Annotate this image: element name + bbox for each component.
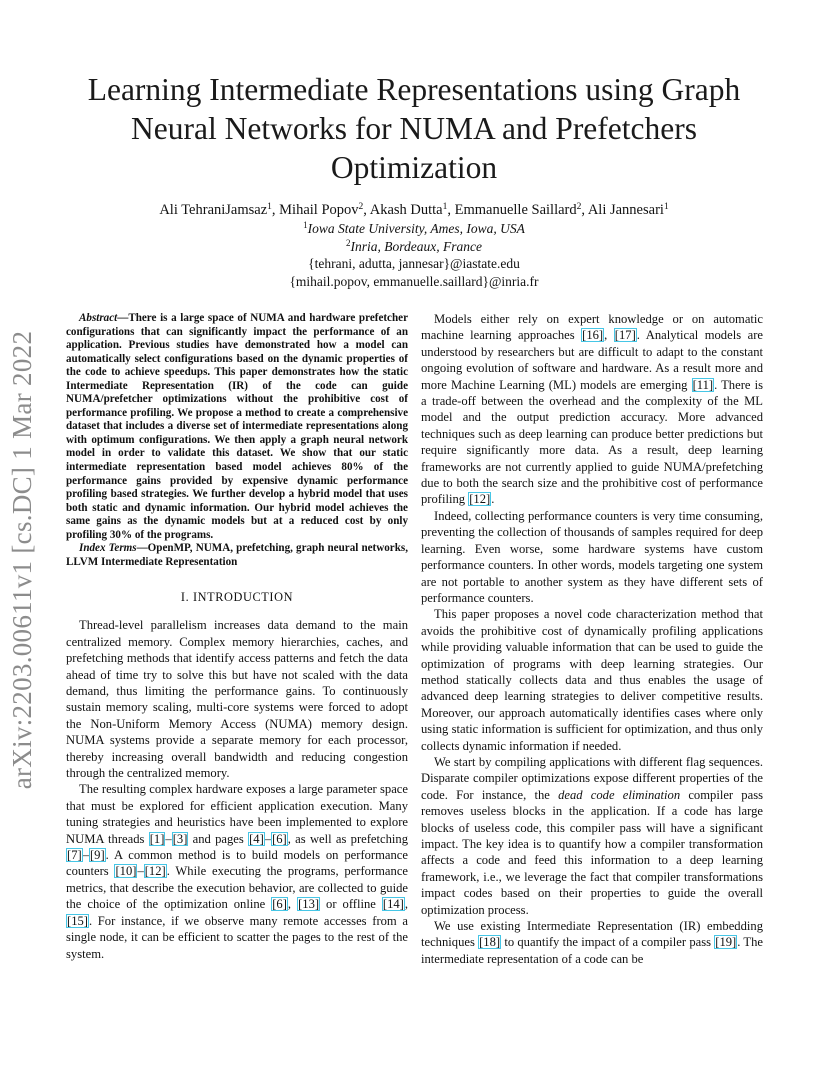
citation-link[interactable]: [19] [715, 935, 737, 950]
index-terms-label: Index Terms [79, 542, 137, 555]
citation-link[interactable]: [13] [298, 897, 320, 912]
affiliation-number: 2 [346, 237, 351, 248]
citation-link[interactable]: [9] [89, 848, 105, 863]
separator: , [363, 202, 370, 218]
emphasized-term: dead code elimination [558, 787, 681, 802]
affiliation-mark: 1 [663, 202, 669, 212]
title-line: Neural Networks for NUMA and Prefetchers [131, 111, 697, 146]
left-column [66, 312, 408, 962]
author-name: Akash Dutta [369, 202, 443, 218]
paragraph: The resulting complex hardware exposes a large parameter space that must be explored for efficient application execution. Many tuning strategies and heuristics have been implemented to explore NUMA threads [1]–[3] and pages [4]–[6], as well as prefetching [7]–[9]. A common method is to build models on performance counters [10]–[12]. While executing the programs, performance metrics, that describe the execution behavior, are collected to guide the choice of the optimization online [6], [13] or offline [14], [15]. For instance, if we observe many remote accesses from a single node, it can be efficient to scatter the pages to the rest of the system. [66, 782, 409, 961]
citation-link[interactable]: [4] [249, 831, 264, 846]
affiliation-line [40, 238, 788, 256]
affiliation-number: 1 [303, 220, 308, 230]
affiliation-mark: 2 [358, 202, 364, 212]
citation-link[interactable]: [3] [172, 831, 188, 846]
separator: , [581, 202, 588, 218]
index-terms [66, 542, 408, 569]
citation-link[interactable]: [18] [479, 935, 501, 950]
author-name: Ali TehraniJamsaz [159, 202, 268, 218]
title-line: Optimization [330, 150, 498, 185]
author-name: Ali Jannesari [587, 202, 664, 218]
abstract-label: Abstract [79, 312, 118, 324]
citation-link[interactable]: [12] [144, 864, 166, 879]
author-list [40, 201, 788, 220]
affiliation-name: Iowa State University, Ames, Iowa, USA [307, 221, 525, 236]
index-terms-body: —OpenMP, NUMA, prefetching, graph neural networks, LLVM Intermediate Representation [66, 542, 408, 568]
affiliation-mark: 1 [442, 202, 448, 212]
email-line: {tehrani, adutta, jannesar}@iastate.edu [308, 256, 520, 271]
email-line: {mihail.popov, emmanuelle.saillard}@inria.fr [289, 273, 539, 289]
paragraph: This paper proposes a novel code characterization method that avoids the prohibitive cost of dynamically profiling applications while providing valuable information that can be used to guide the optimization of programs with deep learning strategies. Our method statically collects data and thus enables the usage of advanced deep learning strategies to deliver competitive results. Moreover, our approach automatically identifies cases where only using static information is sufficient for optimization, and thus only collects dynamic information if needed. [421, 607, 763, 753]
paper-title [50, 70, 778, 187]
citation-link[interactable]: [17] [614, 328, 636, 343]
citation-link[interactable]: [7] [67, 848, 82, 863]
paragraph: Indeed, collecting performance counters is very time consuming, preventing the collection of thousands of samples required for deep learning. Even worse, some hardware systems have custom performance counters. In other words, models targeting one system are not portable to another system as they have different sets of performance counters. [421, 508, 763, 605]
citation-link[interactable]: [14] [382, 897, 404, 912]
citation-link[interactable]: [1] [149, 831, 165, 846]
paragraph: Thread-level parallelism increases data demand to the main centralized memory. Complex memory hierarchies, caches, and prefetching methods that identify access patterns and fetch the data ahead of time try to solve this but have not scaled with the data demand, thus limiting the performance gains. To continuously sustain memory scaling, multi-core systems were forced to adopt the Non-Uniform Memory Access (NUMA) memory design. NUMA systems provide a separate memory for each processor, thereby increasing overall bandwidth and reducing congestion through the centralized memory. [66, 618, 408, 781]
separator: , [447, 202, 455, 218]
paragraph: Models either rely on expert knowledge or on automatic machine learning approaches [16], [17]. Analytical models are understood by researchers but are difficult to adapt to the constant ongoing evolution of software and hardware. As a result more and more Machine Learning (ML) models are emerging [11]. There is a trade-off between the overhead and the complexity of the ML model and the output prediction accuracy. More advanced techniques such as deep learning can produce better predictions but require significantly more data. As a result, deep learning frameworks are not currently applied to guide NUMA/prefetching due to both the search size and the prohibitive cost of performance profiling [12]. [421, 312, 763, 507]
author-name: Mihail Popov [279, 202, 359, 218]
abstract-body: —There is a large space of NUMA and hardware prefetcher configurations that can significantly impact the performance of an application. Previous studies have demonstrated how a model can automatically select configurations based on the dynamic properties of the code to achieve speedups. This paper demonstrates how the static Intermediate Representation (IR) of the code can guide NUMA/prefetcher optimizations without the prohibitive cost of performance profiling. We propose a method to create a comprehensive dataset that includes a diverse set of intermediate representations along with optimum configurations. We then apply a graph neural network model in order to validate this dataset. We show that our static intermediate representation based model achieves 80% of the performance gains provided by expensive dynamic performance profiling based strategies. We further develop a hybrid model that uses both static and dynamic information. Our hybrid model achieves the same gains as the dynamic models but at a reduced cost by only profiling 30% of the programs. [66, 312, 408, 541]
paragraph: We use existing Intermediate Representation (IR) embedding techniques [18] to quantify the impact of a compiler pass [19]. The intermediate representation of a code can be [421, 919, 763, 966]
citation-link[interactable]: [11] [692, 377, 714, 392]
citation-link[interactable]: [15] [67, 913, 88, 928]
author-name: Emmanuelle Saillard [454, 202, 577, 218]
citation-link[interactable]: [10] [115, 864, 137, 879]
citation-link[interactable]: [12] [469, 492, 491, 507]
right-column [421, 311, 763, 967]
citation-link[interactable]: [6] [272, 831, 287, 846]
section-heading-introduction: I. INTRODUCTION [180, 590, 294, 605]
arxiv-identifier-stamp: arXiv:2203.00611v1 [cs.DC] 1 Mar 2022 [7, 330, 37, 790]
abstract [66, 312, 408, 542]
title-line: Learning Intermediate Representations using Graph [87, 72, 741, 107]
citation-link[interactable]: [6] [272, 897, 287, 912]
citation-link[interactable]: [16] [582, 328, 604, 343]
paragraph: We start by compiling applications with different flag sequences. Disparate compiler optimizations expose different properties of the code. For instance, the dead code elimination compiler pass removes useless blocks in the application. If a code has large blocks of useless code, this compiler pass will have a significant impact. The key idea is to quantify how a compiler transformation affects a code and feed this information to a deep learning framework, i.e., we leverage the fact that compiler transformations impact codes based on their properties to guide the overall optimization process. [421, 754, 764, 917]
affiliation-line [40, 220, 788, 238]
affiliation-mark: 2 [576, 202, 582, 212]
affiliation-name: Inria, Bordeaux, France [350, 238, 482, 254]
separator: , [271, 202, 280, 218]
affiliation-mark: 1 [267, 202, 272, 212]
affiliations-block [40, 220, 788, 290]
